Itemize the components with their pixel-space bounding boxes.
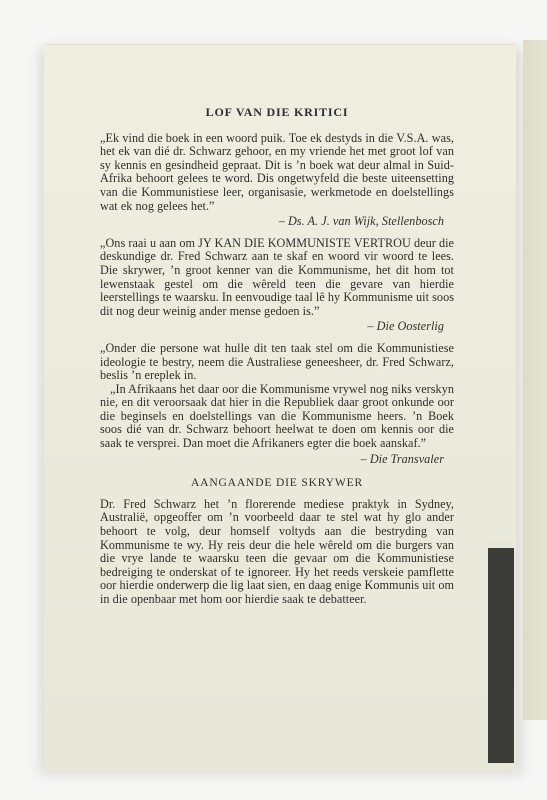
- quote-3b: „In Afrikaans het daar oor die Kommunisme vrywel nog niks verskyn nie, en dit veroorsaak dat hier in die Republiek daar groot onkunde oor die beginsels en doelstellings van die Kommunisme heers. ’n Boek soos dié van dr. Schwarz behoort heelwat te doen om kennis oor die saak te versprei. Dan moet die Afrikaners egter die boek aanskaf.”: [100, 381, 454, 451]
- author-heading: AANGAANDE DIE SKRYWER: [190, 476, 364, 490]
- author-bio: Dr. Fred Schwarz het ’n florerende mediese praktyk in Sydney, Australië, opgeoffer om ’n voorbeeld daar te stel wat hy glo ander behoort te volg, deur homself voltyds aan die bestryding van Kommunisme te wy. Hy reis deur die hele wêreld om die burgers van die vrye lande te waarsku teen die gevaar om die Kommunistiese bedreiging te onderskat of te ignoreer. Hy het reeds verskeie pamflette oor hierdie onderwerp die lig laat sien, en daag enige Kommunis uit om in die openbaar met hom oor hierdie saak te debatteer.: [100, 496, 454, 606]
- quote-1: „Ek vind die boek in een woord puik. Toe ek destyds in die V.S.A. was, het ek van dié dr. Schwarz gehoor, en my vriende het met groot lof van sy kennis en gesindheid gepraat. Dit is ’n boek wat deur almal in Suid-Afrika behoort gelees te word. Dis ongetwyfeld die beste uiteensetting van die Kommunistiese leer, organisasie, werkmetode en doelstellings wat ek nog gelees het.”: [100, 130, 454, 213]
- attribution-1: – Ds. A. J. van Wijk, Stellenbosch: [278, 214, 444, 229]
- critics-heading: LOF VAN DIE KRITICI: [205, 105, 349, 119]
- background-edge: [523, 40, 547, 720]
- quote-2: „Ons raai u aan om JY KAN DIE KOMMUNISTE VERTROU deur die deskundige dr. Fred Schwarz aan te skaf en woord vir woord te lees. Die skrywer, ’n groot kenner van die Kommunisme, het dit hom tot lewenstaak gestel om die wêreld teen die gevare van hierdie leerstellings te waarsku. In eenvoudige taal lê hy Kommunisme uit soos dit nog deur weinig ander mense gedoen is.”: [100, 235, 454, 318]
- quote-3a: „Onder die persone wat hulle dit ten taak stel om die Kommunistiese ideologie te bestry, neem die Australiese geneesheer, dr. Fred Schwarz, beslis ’n ereplek in.: [100, 340, 454, 383]
- spine-stripe: [488, 548, 514, 763]
- attribution-2: – Die Oosterlig: [367, 319, 444, 334]
- cover-text: [100, 106, 454, 607]
- attribution-3: – Die Transvaler: [360, 451, 444, 466]
